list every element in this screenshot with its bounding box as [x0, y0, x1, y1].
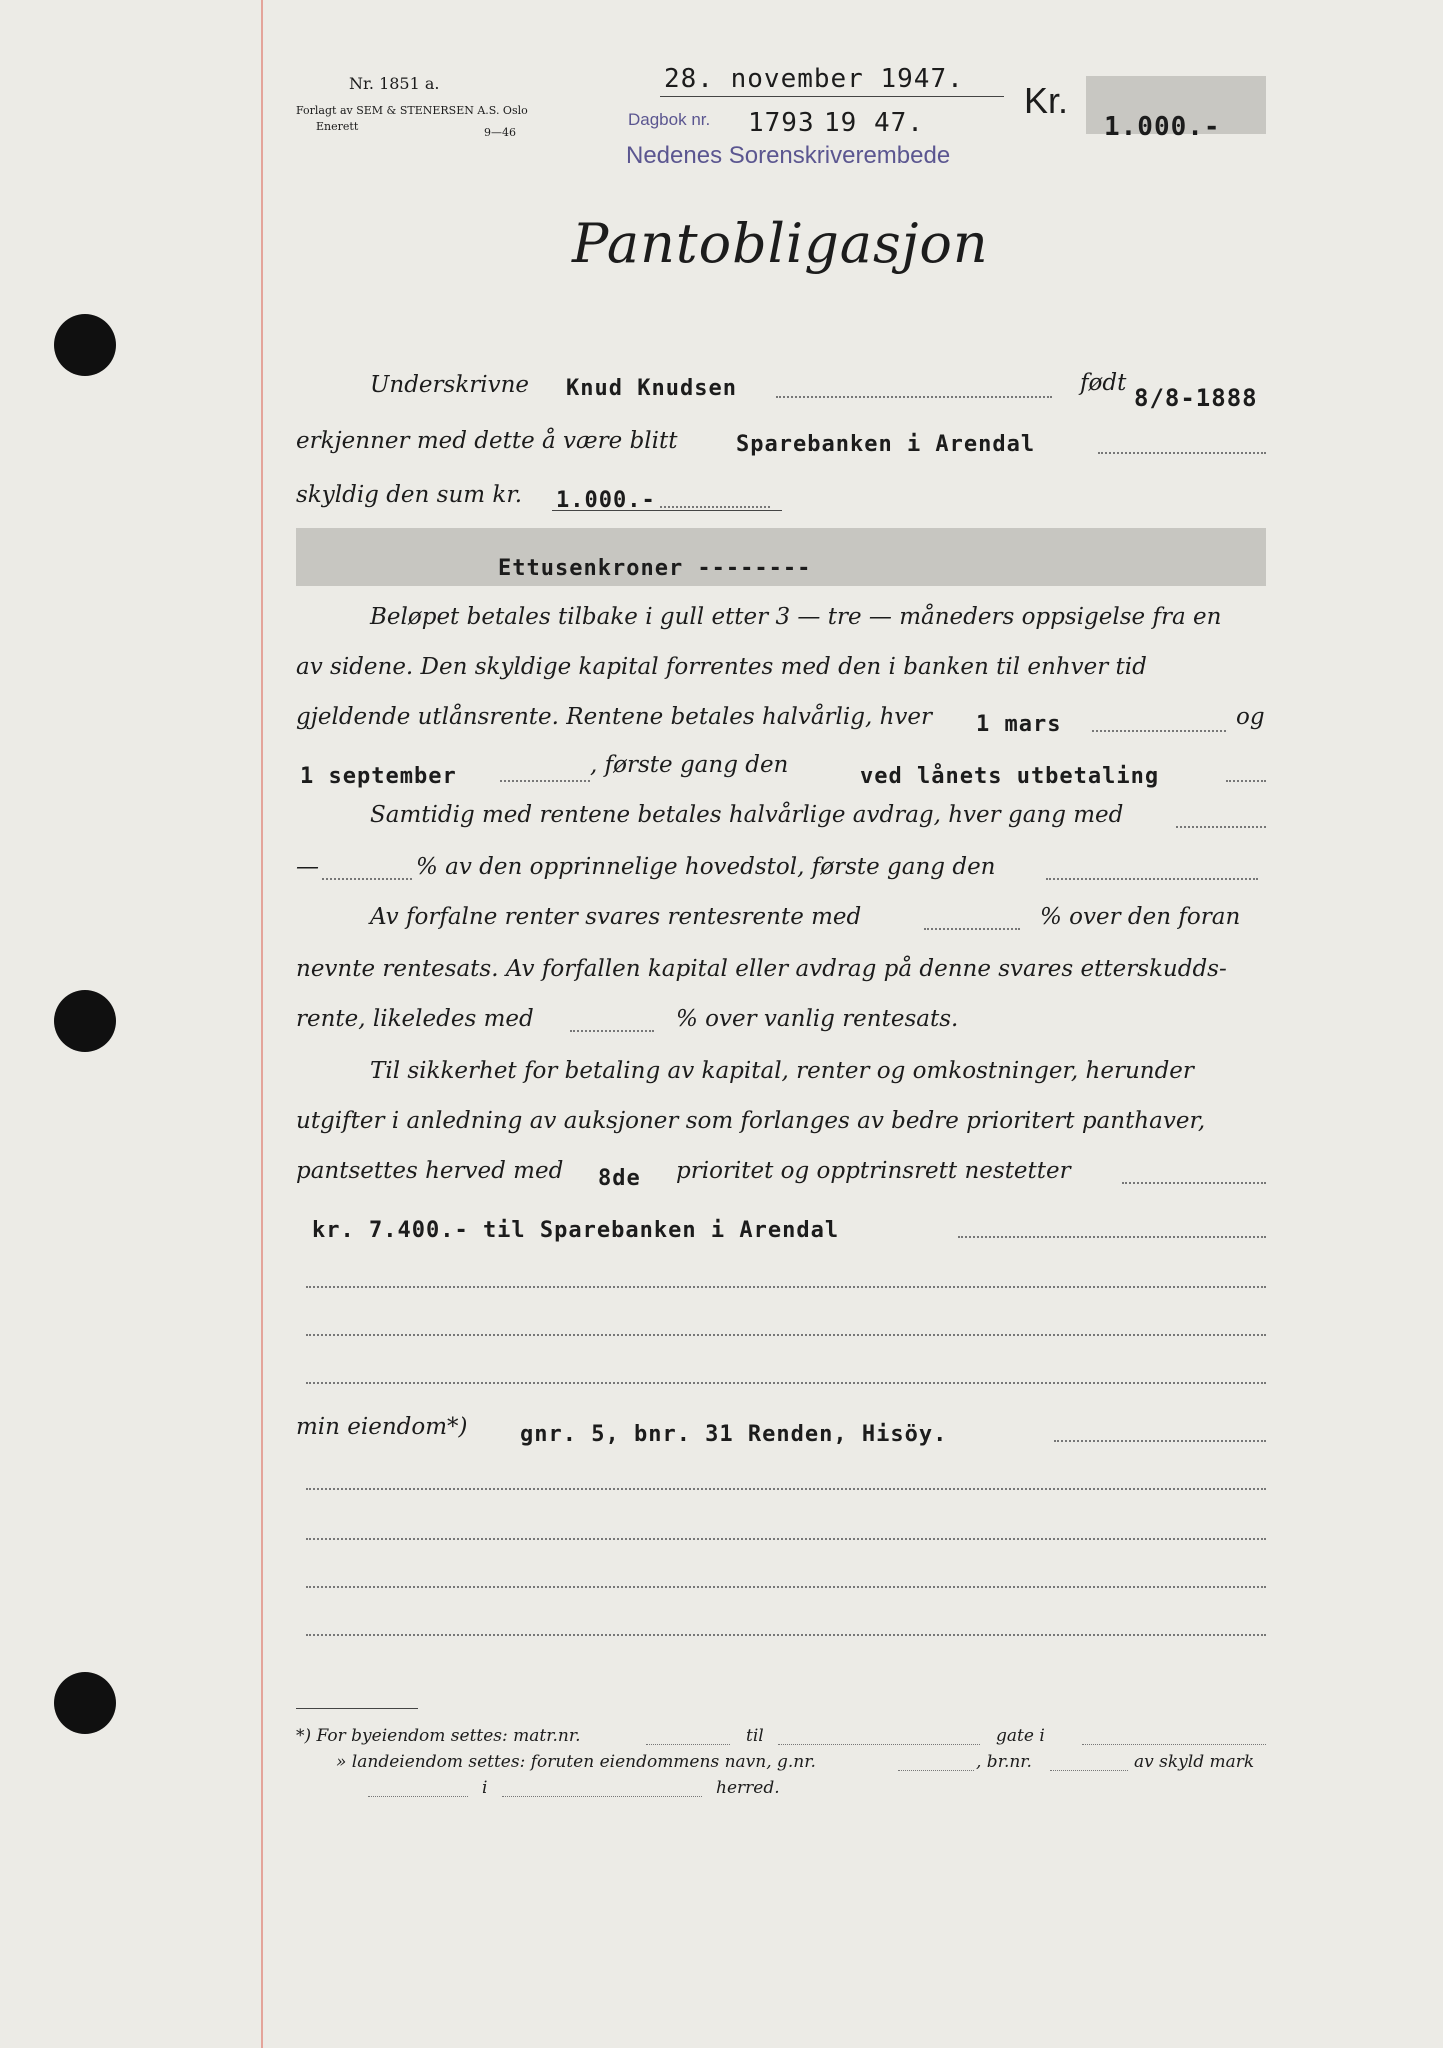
blank-line-2 — [306, 1334, 1266, 1336]
property-blank-2 — [306, 1538, 1266, 1540]
footnote-dots-2 — [778, 1744, 980, 1745]
terms-line-6-dash: — — [296, 854, 319, 880]
prior-lien-dots — [958, 1236, 1266, 1238]
terms-line-2: av sidene. Den skyldige kapital forrentes med den i banken til enhver tid — [296, 654, 1147, 680]
footnote-line-2b: , br.nr. — [976, 1752, 1032, 1772]
dagbok-number: 1793 — [748, 108, 815, 138]
amount-in-words: Ettusenkroner -------- — [498, 556, 812, 581]
priority-dots — [1122, 1182, 1266, 1184]
signer-dots — [776, 396, 1052, 398]
footnote-dots-7 — [502, 1796, 702, 1797]
form-date: 9—46 — [484, 126, 516, 139]
first-payment-dots — [1226, 780, 1266, 782]
property-label: min eiendom*) — [296, 1414, 468, 1440]
property-blank-4 — [306, 1634, 1266, 1636]
terms-line-4: , første gang den — [590, 752, 789, 778]
prior-lien: kr. 7.400.- til Sparebanken i Arendal — [312, 1218, 840, 1243]
terms-line-12: pantsettes herved med — [296, 1158, 564, 1184]
property-value: gnr. 5, bnr. 31 Renden, Hisöy. — [520, 1422, 948, 1447]
terms-line-9: rente, likeledes med — [296, 1006, 534, 1032]
footnote-dots-3 — [1082, 1744, 1266, 1745]
terms-line-10: Til sikkerhet for betaling av kapital, renter og omkostninger, herunder — [370, 1058, 1194, 1084]
debt-dots — [660, 506, 770, 508]
footnote-line-1b: til — [746, 1726, 764, 1746]
interest-dots — [924, 928, 1020, 930]
first-payment: ved lånets utbetaling — [860, 764, 1160, 789]
footnote-line-2c: av skyld mark — [1134, 1752, 1255, 1772]
office-stamp: Nedenes Sorenskriverembede — [626, 142, 951, 169]
property-dots — [1054, 1440, 1266, 1442]
percent-dots-1 — [322, 878, 412, 880]
first-installment-dots — [1046, 878, 1258, 880]
blank-line-1 — [306, 1286, 1266, 1288]
footnote-line-3a: i — [482, 1778, 488, 1798]
terms-line-3: gjeldende utlånsrente. Rentene betales halvårlig, hver — [296, 704, 933, 730]
due2-dots — [500, 780, 590, 782]
terms-line-11: utgifter i anledning av auksjoner som forlanges av bedre prioritert panthaver, — [296, 1108, 1206, 1134]
terms-og: og — [1236, 704, 1265, 730]
due-date-2: 1 september — [300, 764, 457, 789]
creditor-name: Sparebanken i Arendal — [736, 432, 1036, 457]
creditor-dots — [1098, 452, 1266, 454]
debt-underline — [552, 510, 782, 511]
margin-line — [261, 0, 263, 2048]
born-label: født — [1080, 370, 1127, 396]
footnote-dots-5 — [1050, 1770, 1128, 1771]
signer-label: Underskrivne — [370, 372, 530, 398]
dagbok-year: 19 47. — [824, 108, 924, 138]
footnote-dots-6 — [368, 1796, 468, 1797]
due-date-1: 1 mars — [976, 712, 1062, 737]
terms-line-5: Samtidig med rentene betales halvårlige avdrag, hver gang med — [370, 802, 1124, 828]
terms-line-9-suffix: % over vanlig rentesats. — [676, 1006, 959, 1032]
page-title: Pantobligasjon — [572, 212, 989, 275]
terms-line-7: Av forfalne renter svares rentesrente med — [370, 904, 862, 930]
document-date: 28. november 1947. — [664, 64, 964, 94]
terms-line-12-suffix: prioritet og opptrinsrett nestetter — [676, 1158, 1071, 1184]
penalty-dots — [570, 1030, 654, 1032]
priority-value: 8de — [598, 1166, 641, 1191]
footnote-line-1a: *) For byeiendom settes: matr.nr. — [296, 1726, 581, 1746]
blank-line-3 — [306, 1382, 1266, 1384]
punch-hole-top — [54, 314, 116, 376]
signer-name: Knud Knudsen — [566, 376, 737, 401]
publisher: Forlagt av SEM & STENERSEN A.S. Oslo — [296, 104, 528, 117]
born-date: 8/8-1888 — [1134, 384, 1258, 412]
debt-label: skyldig den sum kr. — [296, 482, 523, 508]
installment-dots — [1176, 826, 1266, 828]
footnote-line-3b: herred. — [716, 1778, 780, 1798]
terms-line-1: Beløpet betales tilbake i gull etter 3 — tre — måneders oppsigelse fra en — [370, 604, 1222, 630]
enerett-label: Enerett — [316, 120, 359, 133]
form-number: Nr. 1851 a. — [349, 74, 440, 93]
terms-line-6: % av den opprinnelige hovedstol, første gang den — [416, 854, 996, 880]
terms-line-7-suffix: % over den foran — [1040, 904, 1241, 930]
property-blank-1 — [306, 1488, 1266, 1490]
footnote-dots-1 — [646, 1744, 730, 1745]
date-underline — [660, 96, 1004, 97]
footnote-rule — [296, 1708, 418, 1709]
property-blank-3 — [306, 1586, 1266, 1588]
header-amount: 1.000.- — [1104, 112, 1221, 142]
punch-hole-middle — [54, 990, 116, 1052]
footnote-line-2a: » landeiendom settes: foruten eiendommens navn, g.nr. — [336, 1752, 816, 1772]
creditor-label: erkjenner med dette å være blitt — [296, 428, 678, 454]
footnote-dots-4 — [898, 1770, 974, 1771]
debt-amount: 1.000.- — [556, 488, 656, 513]
terms-line-8: nevnte rentesats. Av forfallen kapital eller avdrag på denne svares etterskudds- — [296, 956, 1227, 982]
dagbok-label: Dagbok nr. — [628, 110, 711, 129]
kr-label: Kr. — [1024, 80, 1069, 121]
due1-dots — [1092, 730, 1226, 732]
footnote-line-1c: gate i — [996, 1726, 1045, 1746]
punch-hole-bottom — [54, 1672, 116, 1734]
